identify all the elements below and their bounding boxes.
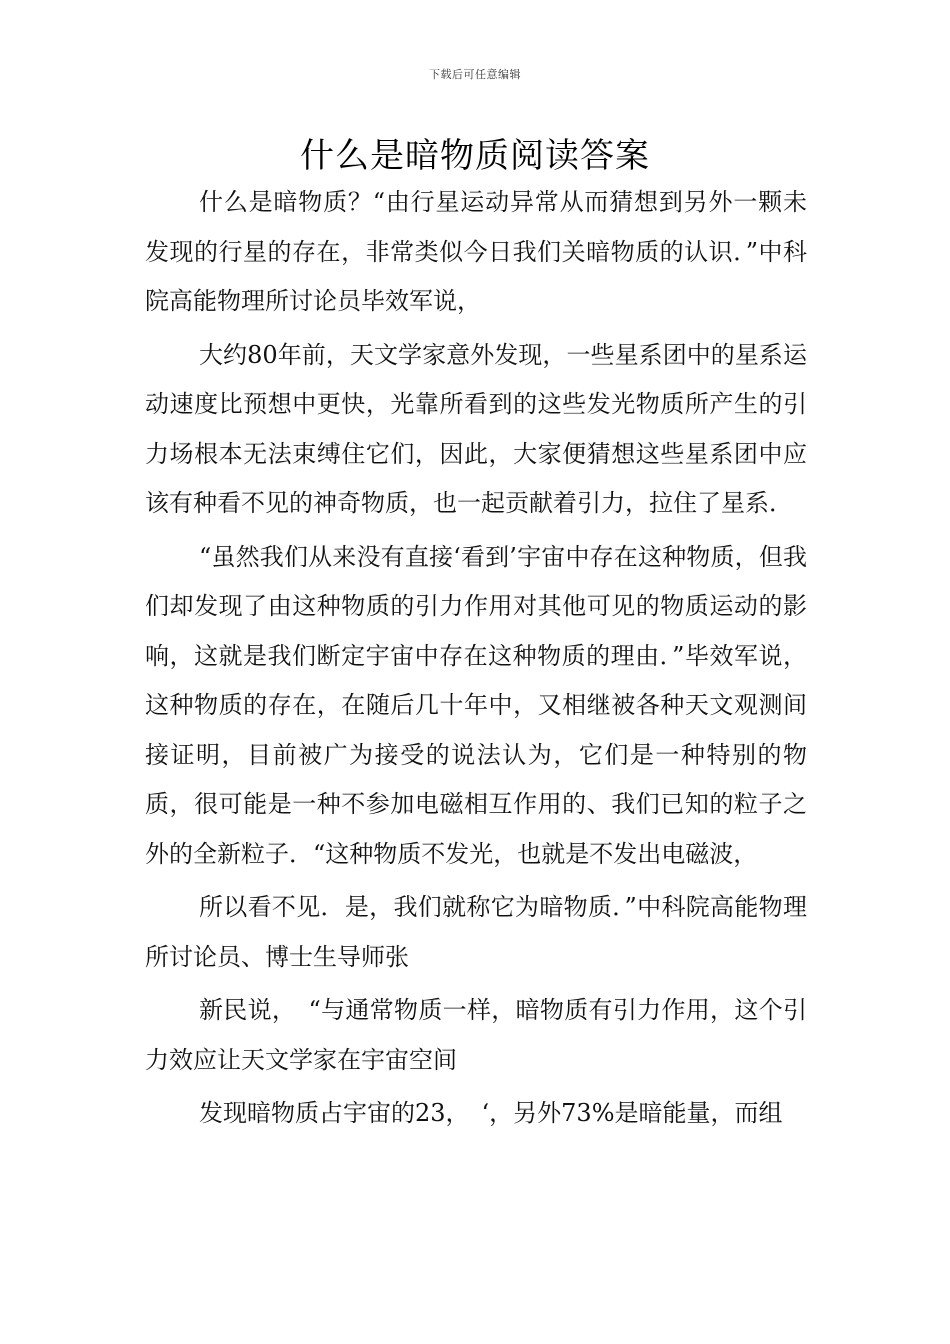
- document-title: 什么是暗物质阅读答案: [300, 136, 650, 176]
- paragraph-1: 什么是暗物质？“由行星运动异常从而猜想到另外一颗未发现的行星的存在，非常类似今日我们关暗物质的认识．”中科院高能物理所讨论员毕效军说，: [145, 188, 807, 315]
- paragraph-4: 所以看不见．是，我们就称它为暗物质．”中科院高能物理所讨论员、博士生导师张: [145, 893, 807, 971]
- document-body: [145, 178, 807, 1139]
- paragraph-6: 发现暗物质占宇宙的23， ‘，另外73%是暗能量，而组: [199, 1099, 783, 1127]
- paragraph-3: “虽然我们从来没有直接‘看到’宇宙中存在这种物质，但我们却发现了由这种物质的引力作用对其他可见的物质运动的影响，这就是我们断定宇宙中存在这种物质的理由．”毕效军说，这种物质的存在，在随后几十年中，又相继被各种天文观测间接证明，目前被广为接受的说法认为，它们是一种特别的物质，很可能是一种不参加电磁相互作用的、我们已知的粒子之外的全新粒子．“这种物质不发光，也就是不发出电磁波，: [145, 542, 807, 868]
- paragraph-5: 新民说， “与通常物质一样，暗物质有引力作用，这个引力效应让天文学家在宇宙空间: [145, 996, 807, 1074]
- paragraph-2: 大约80年前，天文学家意外发现，一些星系团中的星系运动速度比预想中更快，光靠所看到的这些发光物质所产生的引力场根本无法束缚住它们，因此，大家便猜想这些星系团中应该有种看不见的神奇物质，也一起贡献着引力，拉住了星系．: [145, 340, 807, 517]
- header-note: 下载后可任意编辑: [429, 68, 521, 81]
